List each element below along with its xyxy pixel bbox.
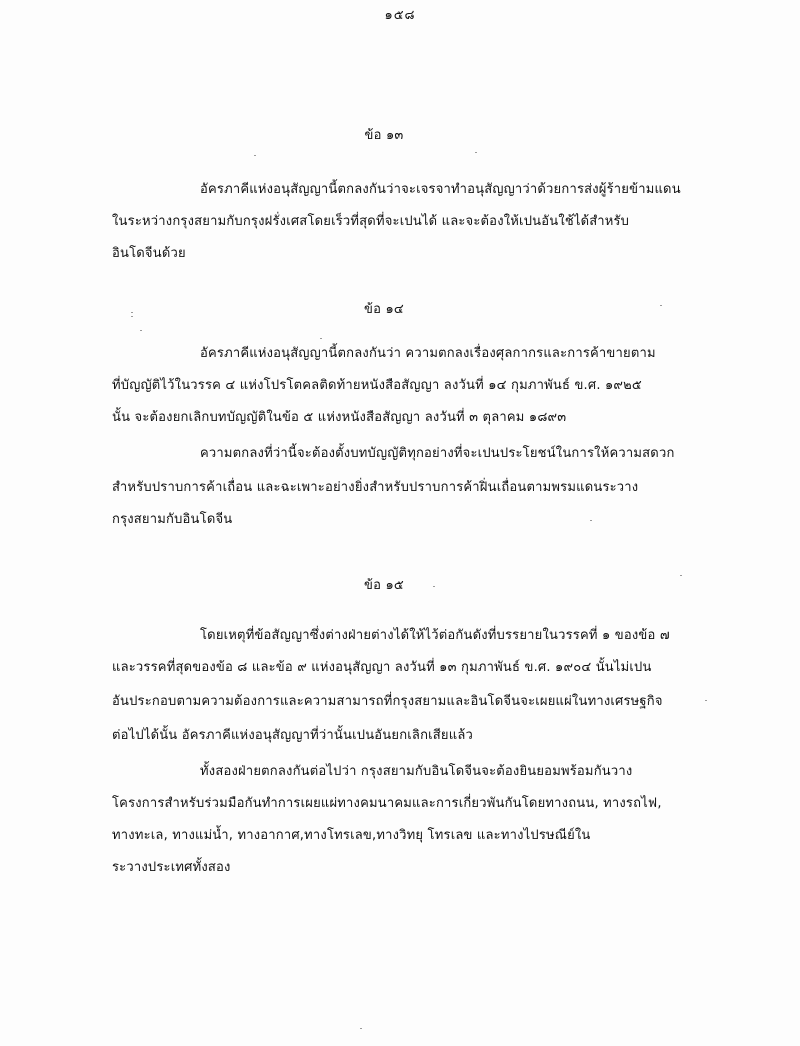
- section-14-heading: ข้อ ๑๔: [364, 302, 404, 317]
- section-14-line-3: นั้น จะต้องยกเลิกบทบัญญัติในข้อ ๕ แห่งหนังสือสัญญา ลงวันที่ ๓ ตุลาคม ๑๘๙๓: [112, 410, 567, 425]
- section-15-line-7: ทางทะเล, ทางแม่น้ำ, ทางอากาศ,ทางโทรเลข,ทางวิทยุ โทรเลข และทางไปรษณีย์ใน: [112, 828, 591, 843]
- section-15-heading: ข้อ ๑๕: [364, 578, 404, 593]
- section-15-line-4: ต่อไปได้นั้น อัครภาคีแห่งอนุสัญญาที่ว่านั้นเปนอันยกเลิกเสียแล้ว: [112, 728, 473, 743]
- section-15-line-6: โครงการสำหรับร่วมมือกันทำการเผยแผ่ทางคมนาคมและการเกี่ยวพันกันโดยทางถนน, ทางรถไฟ,: [112, 796, 662, 811]
- section-13-line-1: อัครภาคีแห่งอนุสัญญานี้ตกลงกันว่าจะเจรจาทำอนุสัญญาว่าด้วยการส่งผู้ร้ายข้ามแดน: [200, 182, 681, 197]
- section-14-line-2: ที่บัญญัติไว้ในวรรค ๔ แห่งโปรโตคลติดท้ายหนังสือสัญญา ลงวันที่ ๑๔ กุมภาพันธ์ ข.ศ. ๑๙๒๕: [112, 378, 642, 393]
- section-15-line-1: โดยเหตุที่ข้อสัญญาซึ่งต่างฝ่ายต่างได้ให้ไว้ต่อกันดังที่บรรยายในวรรคที่ ๑ ของข้อ ๗: [200, 628, 670, 643]
- section-15-line-2: และวรรคที่สุดของข้อ ๘ และข้อ ๙ แห่งอนุสัญญา ลงวันที่ ๑๓ กุมภาพันธ์ ข.ศ. ๑๙๐๔ นั้นไม่เปน: [112, 660, 652, 675]
- section-14-line-5: สำหรับปราบการค้าเถื่อน และฉะเพาะอย่างยิ่งสำหรับปราบการค้าฝิ่นเถื่อนตามพรมแดนระวาง: [112, 480, 639, 495]
- section-15-line-3: อันประกอบตามความต้องการและความสามารถที่กรุงสยามและอินโดจีนจะเผยแผ่ในทางเศรษฐกิจ: [112, 694, 663, 709]
- page-number: ๑๕๘: [384, 8, 416, 23]
- section-13-line-2: ในระหว่างกรุงสยามกับกรุงฝรั่งเศสโดยเร็วที่สุดที่จะเปนได้ และจะต้องให้เปนอันใช้ได้สำหรับ: [112, 214, 630, 229]
- section-14-line-4: ความตกลงที่ว่านี้จะต้องตั้งบทบัญญัติทุกอย่างที่จะเปนประโยชน์ในการให้ความสดวก: [200, 446, 675, 461]
- section-15-line-5: ทั้งสองฝ่ายตกลงกันต่อไปว่า กรุงสยามกับอินโดจีนจะต้องยินยอมพร้อมกันวาง: [200, 764, 633, 779]
- section-14-line-6: กรุงสยามกับอินโดจีน: [112, 512, 233, 527]
- section-13-heading: ข้อ ๑๓: [364, 128, 404, 143]
- section-13-line-3: อินโดจีนด้วย: [112, 246, 186, 261]
- section-15-line-8: ระวางประเทศทั้งสอง: [112, 860, 231, 875]
- section-14-line-1: อัครภาคีแห่งอนุสัญญานี้ตกลงกันว่า ความตกลงเรื่องศุลกากรและการค้าขายตาม: [200, 346, 656, 361]
